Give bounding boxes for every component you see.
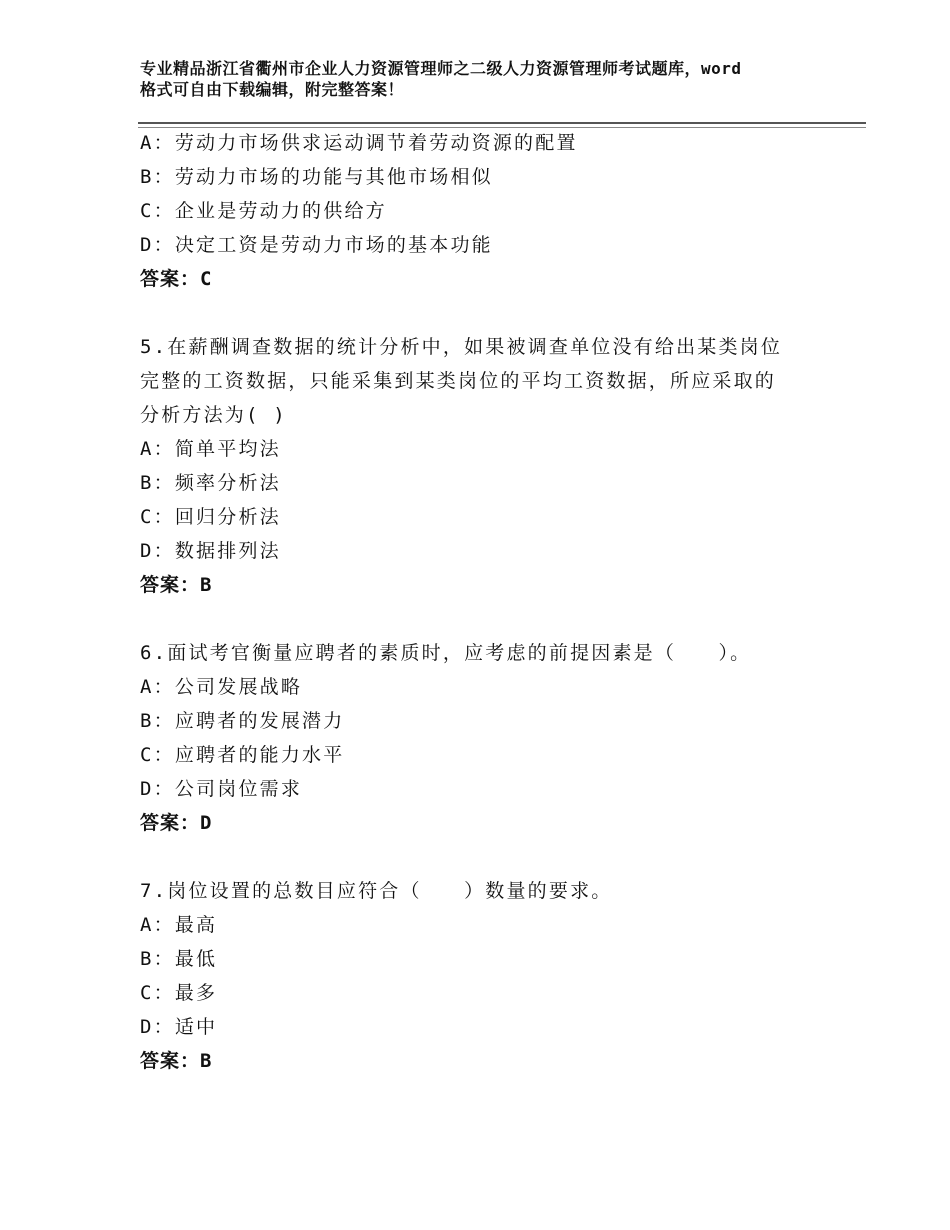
question-5	[140, 330, 840, 602]
answer: 答案：C	[140, 268, 213, 290]
option-a: A：劳动力市场供求运动调节着劳动资源的配置	[140, 132, 578, 154]
option-d: D：适中	[140, 1016, 218, 1038]
option-a: A：简单平均法	[140, 438, 281, 460]
question-stem: 7.岗位设置的总数目应符合（ ）数量的要求。	[140, 880, 613, 902]
option-b: B：应聘者的发展潜力	[140, 710, 345, 732]
question-content	[140, 126, 840, 1078]
header-divider-thick	[138, 122, 866, 124]
header-line-1: 专业精品浙江省衢州市企业人力资源管理师之二级人力资源管理师考试题库，word	[140, 59, 742, 78]
option-b: B：劳动力市场的功能与其他市场相似	[140, 166, 493, 188]
option-c: C：应聘者的能力水平	[140, 744, 345, 766]
answer: 答案：D	[140, 812, 213, 834]
question-stem: 分析方法为( )	[140, 404, 287, 426]
option-b: B：最低	[140, 948, 218, 970]
option-b: B：频率分析法	[140, 472, 281, 494]
question-7	[140, 874, 840, 1078]
answer: 答案：B	[140, 1050, 213, 1072]
option-a: A：公司发展战略	[140, 676, 303, 698]
header-line-2: 格式可自由下载编辑，附完整答案！	[140, 80, 405, 99]
question-stem: 5.在薪酬调查数据的统计分析中，如果被调查单位没有给出某类岗位	[140, 336, 783, 358]
question-4	[140, 126, 840, 296]
option-a: A：最高	[140, 914, 218, 936]
spacer	[140, 840, 840, 874]
question-stem: 完整的工资数据，只能采集到某类岗位的平均工资数据，所应采取的	[140, 370, 777, 392]
question-stem: 6.面试考官衡量应聘者的素质时，应考虑的前提因素是（ ）。	[140, 642, 752, 664]
spacer	[140, 602, 840, 636]
document-header	[140, 58, 840, 100]
option-d: D：公司岗位需求	[140, 778, 303, 800]
option-d: D：决定工资是劳动力市场的基本功能	[140, 234, 493, 256]
question-6	[140, 636, 840, 840]
spacer	[140, 296, 840, 330]
option-d: D：数据排列法	[140, 540, 281, 562]
option-c: C：最多	[140, 982, 218, 1004]
option-c: C：企业是劳动力的供给方	[140, 200, 387, 222]
option-c: C：回归分析法	[140, 506, 281, 528]
answer: 答案：B	[140, 574, 213, 596]
